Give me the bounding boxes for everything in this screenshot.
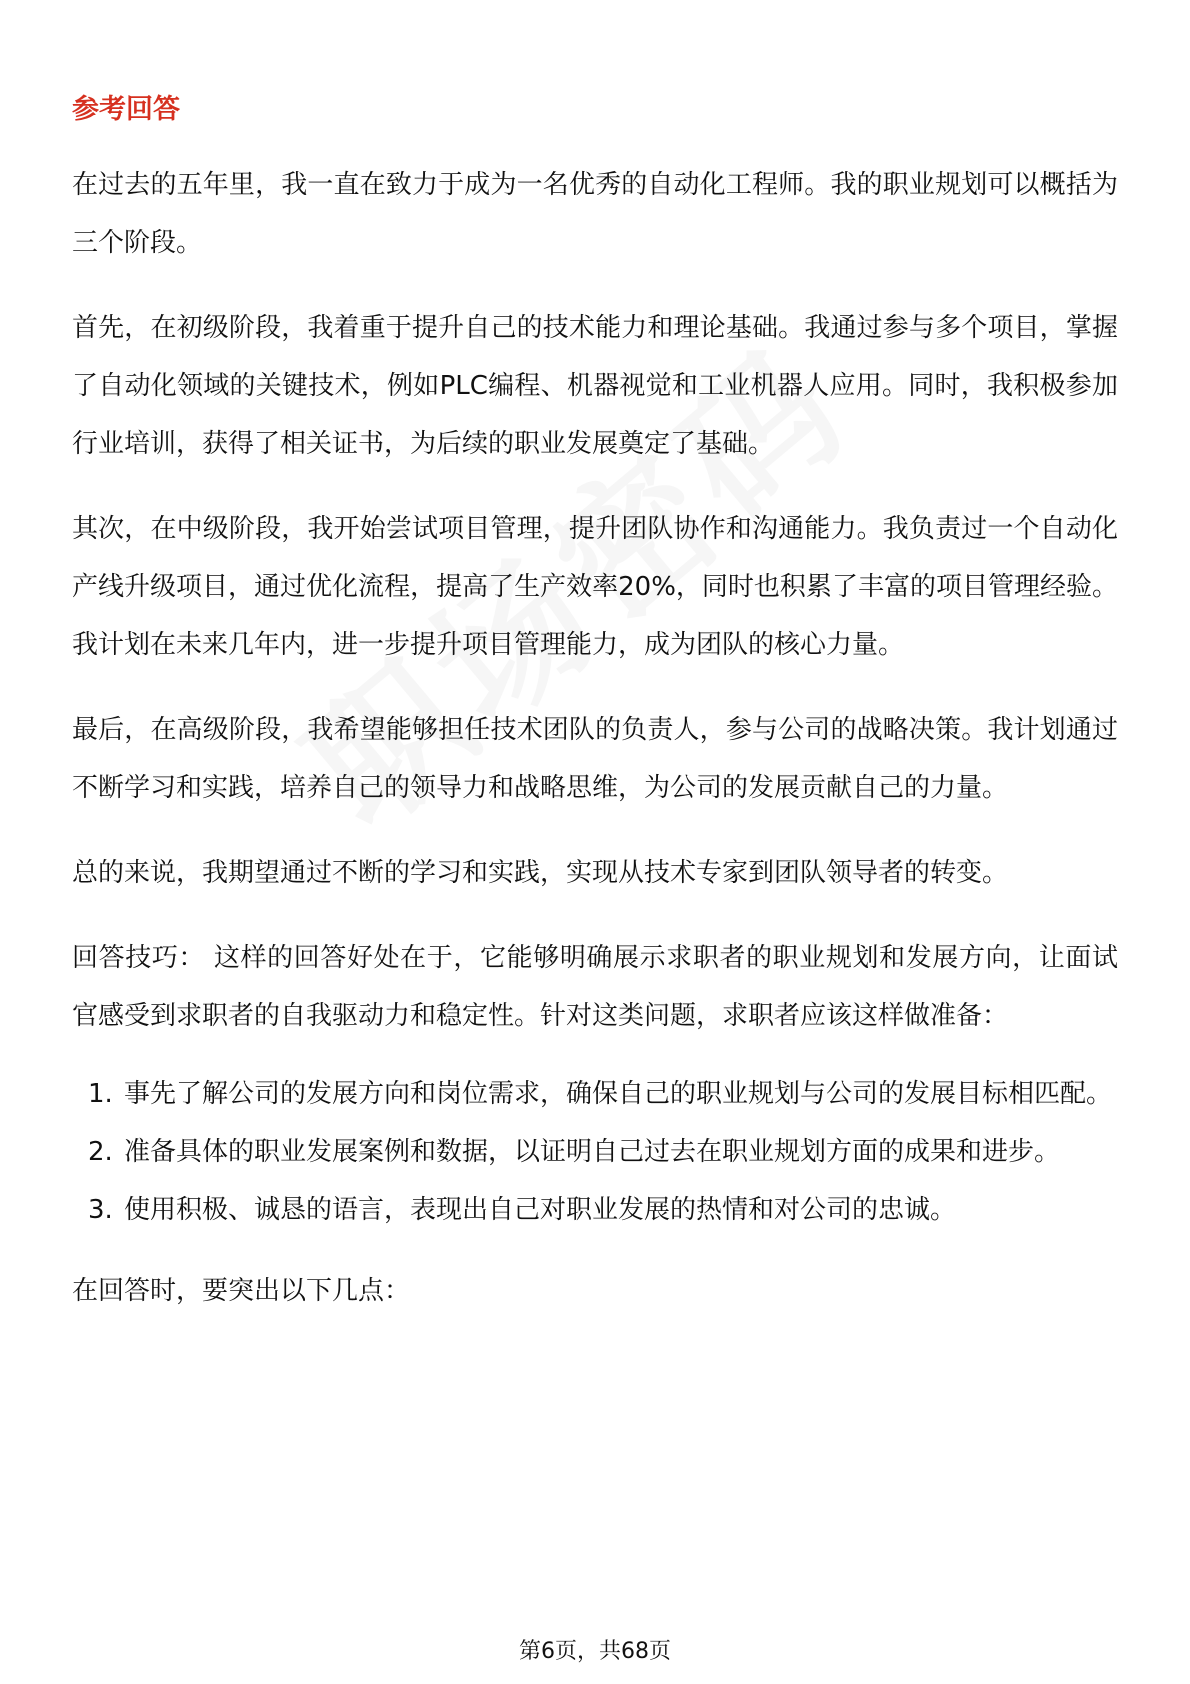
list-item-number: 1.: [88, 1079, 113, 1109]
tips-intro: 回答技巧： 这样的回答好处在于，它能够明确展示求职者的职业规划和发展方向，让面试官感受到求职者的自我驱动力和稳定性。针对这类问题，求职者应该这样做准备：: [72, 943, 1118, 1031]
list-item-number: 3.: [88, 1195, 113, 1225]
page-number: 第6页，共68页: [519, 1639, 671, 1664]
paragraph-summary: 总的来说，我期望通过不断的学习和实践，实现从技术专家到团队领导者的转变。: [72, 858, 1009, 888]
list-item: [72, 1181, 1118, 1239]
list-item: [72, 1123, 1118, 1181]
list-item-text: 准备具体的职业发展案例和数据，以证明自己过去在职业规划方面的成果和进步。: [124, 1137, 1061, 1167]
list-item-number: 2.: [88, 1137, 113, 1167]
paragraph-closing: 在回答时，要突出以下几点：: [72, 1276, 411, 1306]
section-heading: 参考回答: [72, 94, 180, 125]
paragraph-senior-stage: 最后，在高级阶段，我希望能够担任技术团队的负责人，参与公司的战略决策。我计划通过不断学习和实践，培养自己的领导力和战略思维，为公司的发展贡献自己的力量。: [72, 715, 1118, 803]
document-body: [72, 84, 1118, 1347]
list-item-text: 使用积极、诚恳的语言，表现出自己对职业发展的热情和对公司的忠诚。: [124, 1195, 957, 1225]
paragraph-junior-stage: 首先，在初级阶段，我着重于提升自己的技术能力和理论基础。我通过参与多个项目，掌握了自动化领域的关键技术，例如PLC编程、机器视觉和工业机器人应用。同时，我积极参加行业培训，获得了相关证书，为后续的职业发展奠定了基础。: [72, 313, 1118, 459]
paragraph-middle-stage: 其次，在中级阶段，我开始尝试项目管理，提升团队协作和沟通能力。我负责过一个自动化产线升级项目，通过优化流程，提高了生产效率20%，同时也积累了丰富的项目管理经验。我计划在未来几年内，进一步提升项目管理能力，成为团队的核心力量。: [72, 514, 1118, 660]
list-item-text: 事先了解公司的发展方向和岗位需求，确保自己的职业规划与公司的发展目标相匹配。: [124, 1079, 1113, 1109]
list-item: [72, 1065, 1118, 1123]
paragraph-intro: 在过去的五年里，我一直在致力于成为一名优秀的自动化工程师。我的职业规划可以概括为三个阶段。: [72, 170, 1118, 258]
tips-list: [72, 1065, 1118, 1239]
